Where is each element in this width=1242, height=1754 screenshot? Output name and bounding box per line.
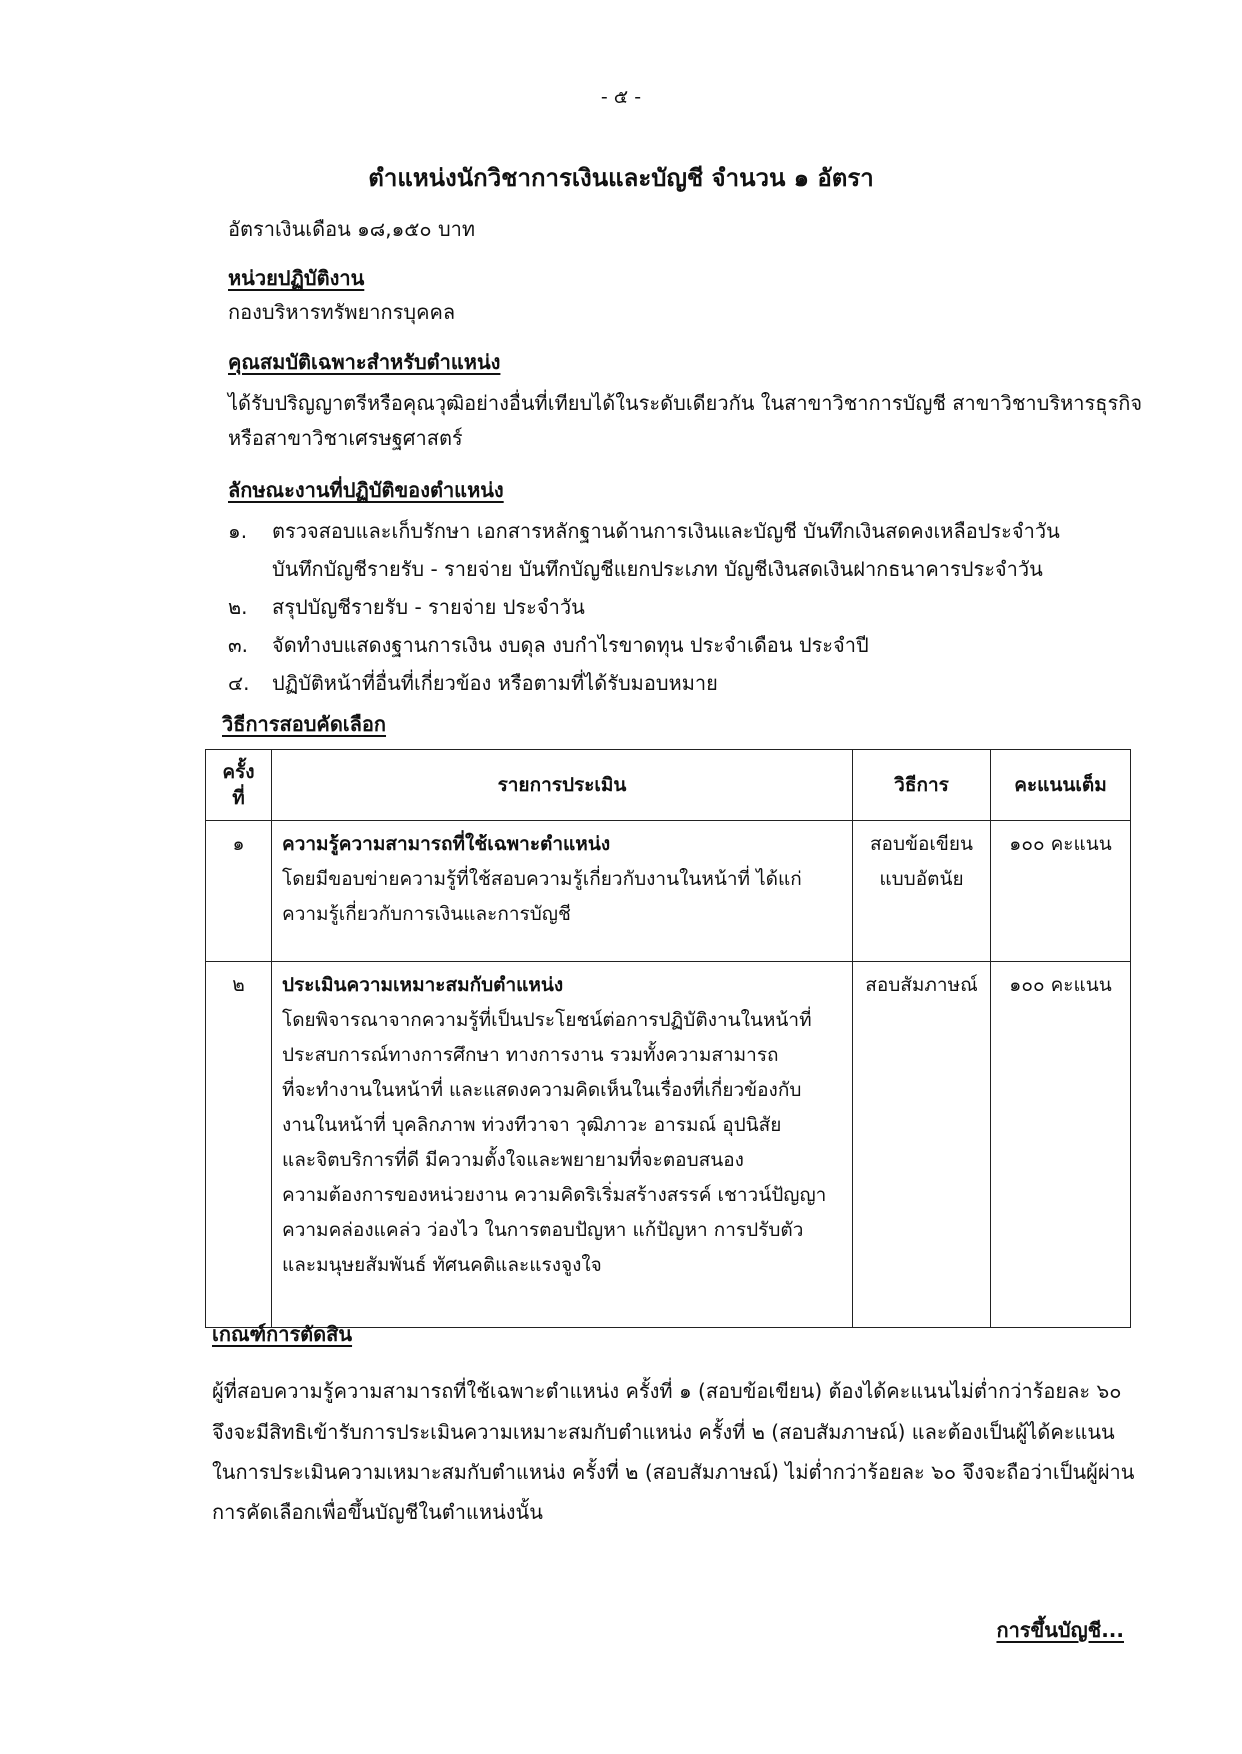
duty-number: ๔. bbox=[228, 671, 250, 695]
assessment-table bbox=[205, 749, 1131, 1328]
page-number: - ๕ - bbox=[600, 86, 642, 108]
item-line: ความต้องการของหน่วยงาน ความคิดริเริ่มสร้างสรรค์ เชาวน์ปัญญา bbox=[282, 1184, 827, 1206]
method-line: สอบข้อเขียน bbox=[869, 833, 974, 855]
item-line: และจิตบริการที่ดี มีความตั้งใจและพยายามที่จะตอบสนอง bbox=[282, 1149, 744, 1171]
full-score: ๑๐๐ คะแนน bbox=[991, 821, 1131, 962]
full-score: ๑๐๐ คะแนน bbox=[991, 962, 1131, 1328]
page-title: ตำแหน่งนักวิชาการเงินและบัญชี จำนวน ๑ อัตรา bbox=[368, 164, 874, 192]
header-round-line1: ครั้ง bbox=[222, 761, 255, 783]
criteria-line: ผู้ที่สอบความรู้ความสามารถที่ใช้เฉพาะตำแหน่ง ครั้งที่ ๑ (สอบข้อเขียน) ต้องได้คะแนนไม่ต่ำกว่าร้อยละ ๖๐ bbox=[212, 1379, 1122, 1403]
header-method: วิธีการ bbox=[853, 750, 991, 821]
duty-line: ปฏิบัติหน้าที่อื่นที่เกี่ยวข้อง หรือตามที่ได้รับมอบหมาย bbox=[272, 671, 718, 695]
duty-number: ๑. bbox=[228, 519, 248, 543]
item-line: งานในหน้าที่ บุคลิกภาพ ท่วงทีวาจา วุฒิภาวะ อารมณ์ อุปนิสัย bbox=[282, 1114, 782, 1136]
header-score: คะแนนเต็ม bbox=[991, 750, 1131, 821]
item-line: และมนุษยสัมพันธ์ ทัศนคติและแรงจูงใจ bbox=[282, 1254, 602, 1276]
criteria-line: การคัดเลือกเพื่อขึ้นบัญชีในตำแหน่งนั้น bbox=[212, 1500, 543, 1524]
criteria-line: ในการประเมินความเหมาะสมกับตำแหน่ง ครั้งที่ ๒ (สอบสัมภาษณ์) ไม่ต่ำกว่าร้อยละ ๖๐ จึงจะถือว่าเป็นผู้ผ่าน bbox=[212, 1460, 1135, 1484]
method-line: แบบอัตนัย bbox=[879, 868, 964, 890]
header-round-line2: ที่ bbox=[232, 787, 245, 809]
salary-line: อัตราเงินเดือน ๑๘,๑๕๐ บาท bbox=[228, 217, 476, 241]
duty-line: จัดทำงบแสดงฐานการเงิน งบดุล งบกำไรขาดทุน ประจำเดือน ประจำปี bbox=[272, 633, 869, 657]
item-line: ประสบการณ์ทางการศึกษา ทางการงาน รวมทั้งความสามารถ bbox=[282, 1044, 779, 1066]
item-line: ที่จะทำงานในหน้าที่ และแสดงความคิดเห็นในเรื่องที่เกี่ยวข้องกับ bbox=[282, 1079, 802, 1101]
item-title: ความรู้ความสามารถที่ใช้เฉพาะตำแหน่ง bbox=[282, 833, 611, 855]
item-line: โดยพิจารณาจากความรู้ที่เป็นประโยชน์ต่อการปฏิบัติงานในหน้าที่ bbox=[282, 1009, 812, 1031]
criteria-heading: เกณฑ์การตัดสิน bbox=[212, 1322, 353, 1346]
duty-line: บันทึกบัญชีรายรับ - รายจ่าย บันทึกบัญชีแยกประเภท บัญชีเงินสดเงินฝากธนาคารประจำวัน bbox=[272, 557, 1043, 581]
unit-heading: หน่วยปฏิบัติงาน bbox=[228, 266, 365, 290]
duty-line: ตรวจสอบและเก็บรักษา เอกสารหลักฐานด้านการเงินและบัญชี บันทึกเงินสดคงเหลือประจำวัน bbox=[272, 519, 1060, 543]
unit-value: กองบริหารทรัพยากรบุคคล bbox=[228, 300, 456, 324]
header-item: รายการประเมิน bbox=[272, 750, 853, 821]
duties-heading: ลักษณะงานที่ปฏิบัติของตำแหน่ง bbox=[228, 478, 504, 502]
header-round bbox=[206, 750, 272, 821]
continued-footer: การขึ้นบัญชี... bbox=[996, 1618, 1124, 1642]
assessment-item bbox=[272, 962, 853, 1328]
qualification-heading: คุณสมบัติเฉพาะสำหรับตำแหน่ง bbox=[228, 350, 501, 374]
table-header-row bbox=[206, 750, 1131, 821]
assessment-method bbox=[853, 821, 991, 962]
assessment-method bbox=[853, 962, 991, 1328]
duty-number: ๒. bbox=[228, 595, 248, 619]
table-row bbox=[206, 821, 1131, 962]
round-number: ๒ bbox=[206, 962, 272, 1328]
assessment-item bbox=[272, 821, 853, 962]
criteria-line: จึงจะมีสิทธิเข้ารับการประเมินความเหมาะสมกับตำแหน่ง ครั้งที่ ๒ (สอบสัมภาษณ์) และต้องเป็นผู้ได้คะแนน bbox=[212, 1420, 1115, 1444]
item-line: ความรู้เกี่ยวกับการเงินและการบัญชี bbox=[282, 903, 571, 925]
method-heading: วิธีการสอบคัดเลือก bbox=[222, 712, 387, 736]
qualification-line: ได้รับปริญญาตรีหรือคุณวุฒิอย่างอื่นที่เทียบได้ในระดับเดียวกัน ในสาขาวิชาการบัญชี สาขาวิชาบริหารธุรกิจ bbox=[228, 391, 1143, 415]
duty-number: ๓. bbox=[228, 633, 249, 657]
duty-line: สรุปบัญชีรายรับ - รายจ่าย ประจำวัน bbox=[272, 595, 585, 619]
table-row bbox=[206, 962, 1131, 1328]
item-title: ประเมินความเหมาะสมกับตำแหน่ง bbox=[282, 974, 564, 996]
item-line: ความคล่องแคล่ว ว่องไว ในการตอบปัญหา แก้ปัญหา การปรับตัว bbox=[282, 1219, 804, 1241]
method-line: สอบสัมภาษณ์ bbox=[865, 974, 978, 996]
round-number: ๑ bbox=[206, 821, 272, 962]
qualification-line: หรือสาขาวิชาเศรษฐศาสตร์ bbox=[228, 426, 463, 450]
item-line: โดยมีขอบข่ายความรู้ที่ใช้สอบความรู้เกี่ยวกับงานในหน้าที่ ได้แก่ bbox=[282, 868, 802, 890]
